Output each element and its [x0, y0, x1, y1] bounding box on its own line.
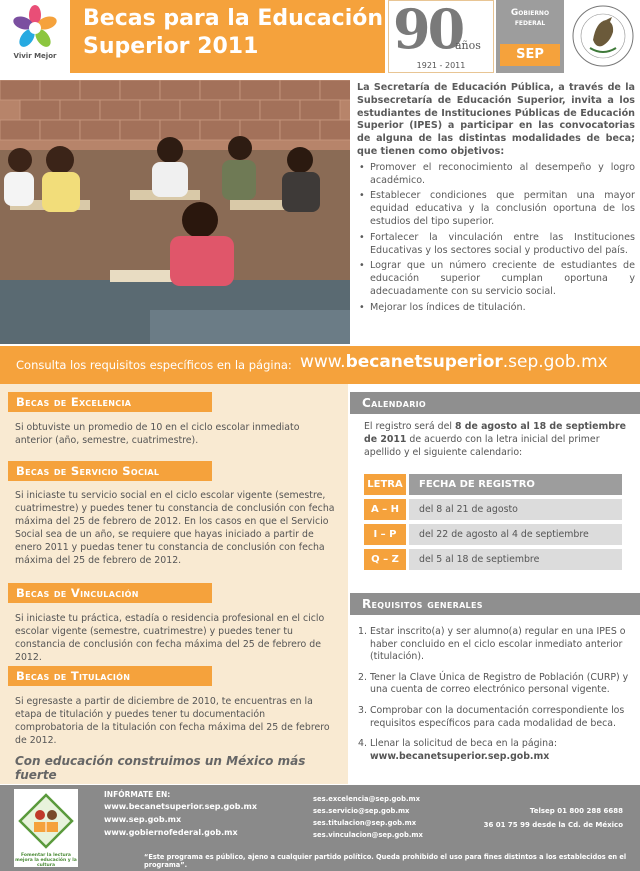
becas-vinculacion-heading: Becas de Vinculación [8, 583, 212, 603]
requisito-text: Tener la Clave Única de Registro de Población (CURP) y una cuenta de correo electrónico personal vigente. [370, 671, 629, 696]
objective-item: • Lograr que un número creciente de estudiantes de educación superior cumplan oportuna y adecuadamente con su servicio social. [357, 260, 635, 298]
footer-site-link[interactable]: www.becanetsuperior.sep.gob.mx [104, 802, 258, 811]
classroom-illustration [0, 80, 350, 344]
footer-email-link[interactable]: ses.titulacion@sep.gob.mx [313, 819, 417, 827]
requisitos-heading: Requisitos generales [350, 593, 640, 615]
info-column [350, 384, 640, 784]
website-url-part-1: www. [300, 352, 346, 372]
informate-label: INFÓRMATE EN: [104, 790, 171, 799]
website-link[interactable] [300, 352, 608, 372]
requisito-text: Llenar la solicitud de beca en la página: [370, 738, 557, 750]
calendar-letter: I – P [364, 524, 406, 545]
website-prefix: Consulta los requisitos específicos en la página: [16, 358, 292, 372]
requisitos-list [358, 626, 633, 771]
requisito-url-link[interactable]: www.becanetsuperior.sep.gob.mx [370, 750, 550, 762]
header [0, 0, 640, 78]
calendario-text-end: de acuerdo con la letra inicial del primer apellido y el siguiente calendario: [364, 434, 600, 458]
legal-notice: “Este programa es público, ajeno a cualquier partido político. Queda prohibido el uso para fines distintos a los establecidos en el programa”. [144, 853, 627, 869]
objectives-list [357, 162, 635, 315]
becas-titulacion-heading: Becas de Titulación [8, 666, 212, 686]
calendar-letter: A – H [364, 499, 406, 520]
page-title [83, 5, 383, 61]
fomentar-line-1: Fomentar la lectura [21, 853, 71, 858]
website-url-bold: becanetsuperior [345, 352, 503, 372]
calendario-dates: 8 de agosto al 18 de septiembre de 2011 [364, 421, 626, 445]
national-seal-logo [566, 0, 640, 73]
calendar-header-row [364, 474, 622, 495]
objective-item: • Mejorar los índices de titulación. [357, 302, 635, 315]
calendario-text [364, 420, 632, 459]
anniversary-years: 1921 - 2011 [416, 61, 466, 70]
fomentar-line-2: mejora la educación y la cultura [15, 858, 77, 868]
footer-site-link[interactable]: www.gobiernofederal.gob.mx [104, 828, 238, 837]
title-line-2: Superior 2011 [83, 34, 259, 59]
telsep-phone: Telsep 01 800 288 6688 [529, 807, 623, 815]
calendar-date: del 22 de agosto al 4 de septiembre [409, 524, 622, 545]
calendar-date: del 8 al 21 de agosto [409, 499, 622, 520]
objective-item: • Promover el reconocimiento al desempeño y logro académico. [357, 162, 635, 188]
requisito-text: Comprobar con la documentación correspondiente los requisitos específicos para cada modalidad de beca. [370, 704, 625, 729]
slogan: Con educación construimos un México más fuerte [15, 754, 306, 782]
sep-label: SEP [500, 44, 560, 66]
objective-item: • Establecer condiciones que permitan una mayor equidad educativa y la conclusión oportuna de los estudios del tipo superior. [357, 190, 635, 228]
becas-column [0, 384, 348, 784]
flower-icon [0, 0, 70, 52]
gobierno-line-2: federal [514, 18, 546, 28]
students-photo [0, 80, 350, 344]
calendar-date: del 5 al 18 de septiembre [409, 549, 622, 570]
eagle-seal-icon [566, 0, 640, 73]
becas-servicio-social-text: Si iniciaste tu servicio social en el ciclo escolar vigente (semestre, cuatrimestre) y puedes tener tu constancia de conclusión con fecha máxima del 25 de febrero de 2012. En los casos en que el Servicio Social sea de un año, se requiere que hayas iniciado a partir de enero 2011 y puedas tener tu constancia de conclusión con fecha máxima del 25 de febrero de 2012. [15, 490, 335, 566]
reading-kids-icon [14, 789, 78, 851]
becas-vinculacion-text: Si iniciaste tu práctica, estadía o residencia profesional en el ciclo escolar vigente (semestre, cuatrimestre) y puedes tener tu constancia de conclusión con fecha máxima del 25 de febrero de 2012. [15, 613, 325, 663]
requisito-number: 2. [358, 671, 367, 683]
footer-email-link[interactable]: ses.excelencia@sep.gob.mx [313, 795, 420, 803]
anniversary-badge [388, 0, 494, 73]
gobierno-federal-text [496, 8, 564, 28]
fomentar-lectura-logo [14, 789, 78, 867]
title-line-1: Becas para la Educación [83, 6, 384, 31]
website-banner [0, 346, 640, 384]
footer-email-link[interactable]: ses.vinculacion@sep.gob.mx [313, 831, 423, 839]
footer-site-link[interactable]: www.sep.gob.mx [104, 815, 182, 824]
requisito-item [358, 705, 633, 730]
calendar-row [364, 524, 622, 545]
intro-paragraph: La Secretaría de Educación Pública, a través de la Subsecretaría de Educación Superior, invita a los estudiantes de Instituciones Públicas de Educación Superior (IPES) a participar en las convocatorias de alguna de las distintas modalidades de beca; que tienen como objetivos: [357, 82, 635, 157]
requisito-item [358, 626, 633, 664]
calendar-row [364, 499, 622, 520]
gobierno-federal-logo [496, 0, 564, 73]
becas-titulacion-text: Si egresaste a partir de diciembre de 2010, te encuentras en la etapa de titulación y puedes tener tu documentación comprobatoria de la titulación con fecha máxima del 25 de febrero de 2012. [15, 696, 330, 746]
calendario-heading: Calendario [350, 392, 640, 414]
calendar-header-date: FECHA DE REGISTRO [409, 474, 622, 495]
telsep-phone-local: 36 01 75 99 desde la Cd. de México [483, 821, 623, 829]
becas-servicio-social-heading: Becas de Servicio Social [8, 461, 212, 481]
brand-text: Vivir Mejor [13, 52, 57, 60]
becas-excelencia-heading: Becas de Excelencia [8, 392, 212, 412]
requisito-number: 3. [358, 704, 367, 716]
footer-email-link[interactable]: ses.servicio@sep.gob.mx [313, 807, 410, 815]
website-url-part-2: .sep.gob.mx [502, 352, 608, 372]
calendar-row [364, 549, 622, 570]
becas-excelencia-text: Si obtuviste un promedio de 10 en el ciclo escolar inmediato anterior (año, semestre, cuatrimestre). [15, 422, 300, 446]
calendario-text-start: El registro será del [364, 421, 455, 432]
requisito-number: 4. [358, 738, 367, 750]
title-box [70, 0, 385, 73]
fomentar-lectura-text [14, 853, 78, 868]
gobierno-line-1: Gobierno [510, 8, 550, 18]
footer [0, 785, 640, 871]
requisito-item [358, 672, 633, 697]
anniversary-number: 90 [393, 0, 463, 61]
requisito-item [358, 738, 633, 763]
requisito-number: 1. [358, 626, 367, 637]
vivir-mejor-logo [0, 0, 70, 78]
intro-section [357, 82, 635, 344]
anniversary-word: años [455, 39, 481, 52]
calendar-letter: Q – Z [364, 549, 406, 570]
requisito-text: Estar inscrito(a) y ser alumno(a) regular en una IPES o haber concluido en el ciclo escolar inmediato anterior (titulación). [370, 626, 626, 663]
calendar-header-letter: LETRA [364, 474, 406, 495]
objective-item: • Fortalecer la vinculación entre las Instituciones Educativas y los sectores social y productivo del país. [357, 232, 635, 258]
